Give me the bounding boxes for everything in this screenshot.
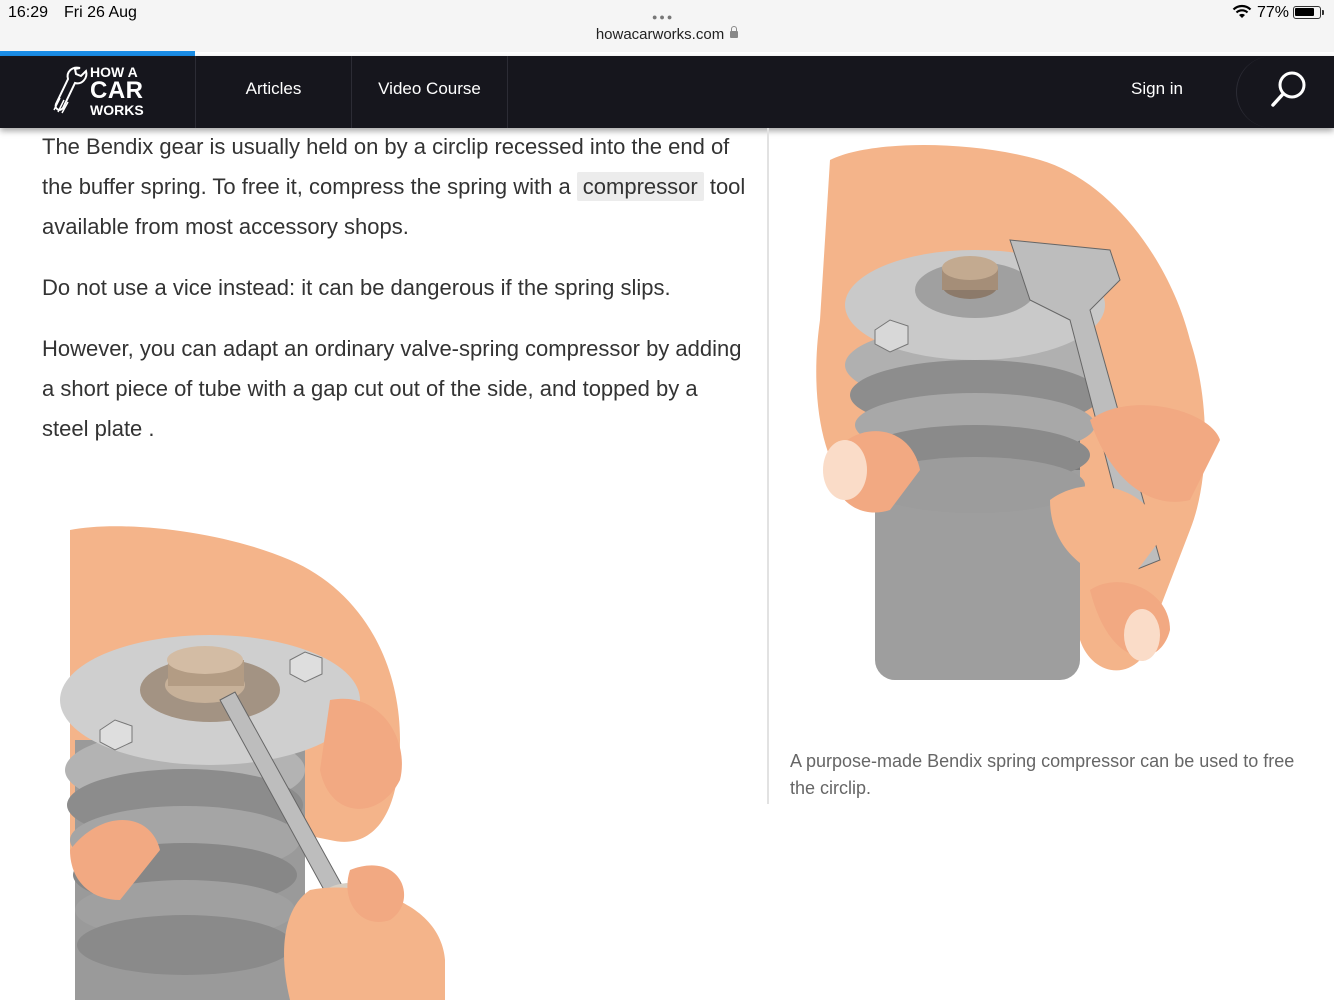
search-icon (1270, 70, 1308, 108)
paragraph-text: tool available from most accessory shops. (42, 174, 746, 239)
paragraph-text: The Bendix gear is usually held on by a circlip recessed into the end of the buffer spring. To free it, compress the spring with a (42, 134, 730, 199)
battery-percent: 77% (1257, 4, 1290, 21)
article-body (42, 128, 747, 470)
status-time: 16:29 (8, 4, 49, 21)
valve-spring-compressor-illustration (60, 520, 460, 1000)
nav-articles[interactable]: Articles (196, 56, 352, 128)
sign-in-link[interactable]: Sign in (1131, 79, 1183, 98)
article-paragraph (42, 127, 747, 247)
search-button[interactable] (1236, 56, 1334, 128)
nav-video-course[interactable]: Video Course (352, 56, 508, 128)
status-date: Fri 26 Aug (64, 4, 137, 21)
site-header (0, 56, 1334, 128)
lock-icon (730, 31, 738, 38)
column-divider (767, 128, 769, 804)
url-text: howacarworks.com (595, 26, 725, 43)
address-bar[interactable] (0, 26, 1334, 43)
logo-line-1: HOW A (90, 64, 138, 80)
logo-line-2: CAR (90, 77, 144, 104)
logo-line-3: WORKS (90, 102, 144, 118)
site-logo[interactable] (0, 56, 196, 128)
wifi-icon (1232, 4, 1252, 20)
figure-caption: A purpose-made Bendix spring compressor can be used to free the circlip. (790, 751, 1295, 798)
compressor-link[interactable]: compressor (577, 172, 704, 201)
browser-status-bar (0, 0, 1334, 52)
wrench-icon (50, 64, 90, 114)
article-paragraph: However, you can adapt an ordinary valve-spring compressor by adding a short piece of tube with a gap cut out of the side, and topped by a steel plate . (42, 336, 742, 441)
more-dots-icon[interactable]: ●●● (652, 12, 675, 22)
article-paragraph: Do not use a vice instead: it can be dangerous if the spring slips. (42, 275, 671, 300)
battery-icon (1293, 6, 1321, 19)
logo-text (90, 65, 144, 117)
bendix-compressor-illustration (790, 140, 1240, 700)
